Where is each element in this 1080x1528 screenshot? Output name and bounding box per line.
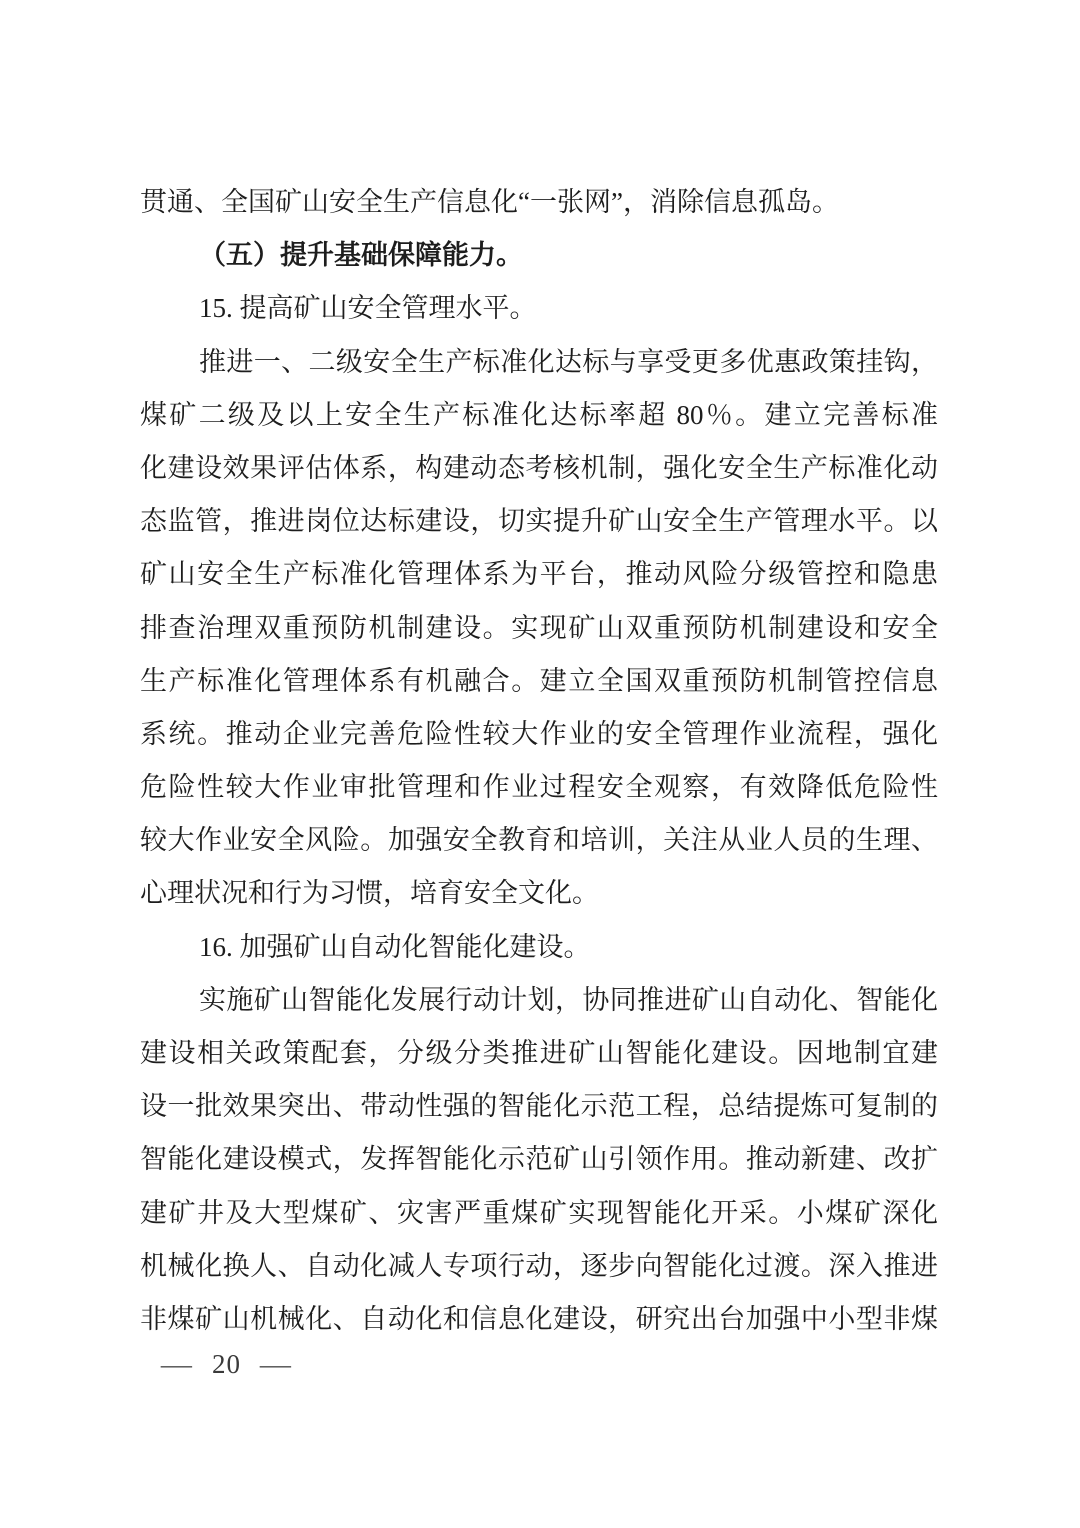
text-line: 危险性较大作业审批管理和作业过程安全观察，有效降低危险性 — [140, 772, 938, 803]
text-line: 智能化建设模式，发挥智能化示范矿山引领作用。推动新建、改扩 — [140, 1144, 938, 1175]
text-line: 建设相关政策配套，分级分类推进矿山智能化建设。因地制宜建 — [140, 1038, 938, 1068]
footer-dash-left: — — [160, 1349, 194, 1379]
page-number: 20 — [212, 1349, 241, 1379]
text-line: 设一批效果突出、带动性强的智能化示范工程，总结提炼可复制的 — [140, 1091, 938, 1122]
text-line: 实施矿山智能化发展行动计划，协同推进矿山自动化、智能化 — [199, 984, 938, 1015]
text-line: 矿山安全生产标准化管理体系为平台，推动风险分级管控和隐患 — [140, 559, 938, 590]
text-line: 化建设效果评估体系，构建动态考核机制，强化安全生产标准化动 — [140, 452, 938, 483]
text-line: 较大作业安全风险。加强安全教育和培训，关注从业人员的生理、 — [140, 825, 938, 856]
text-block — [140, 176, 938, 1346]
text-line: 贯通、全国矿山安全生产信息化“一张网”，消除信息孤岛。 — [140, 187, 839, 217]
text-line: 建矿井及大型煤矿、灾害严重煤矿实现智能化开采。小煤矿深化 — [140, 1197, 938, 1228]
text-line: 煤矿二级及以上安全生产标准化达标率超 80％。建立完善标准 — [140, 399, 938, 430]
text-line: 心理状况和行为习惯，培育安全文化。 — [140, 878, 599, 909]
text-line: 排查治理双重预防机制建设。实现矿山双重预防机制建设和安全 — [140, 612, 938, 643]
text-line: 态监管，推进岗位达标建设，切实提升矿山安全生产管理水平。以 — [140, 506, 938, 537]
footer-dash-right: — — [259, 1349, 293, 1379]
item-heading-16: 16. 加强矿山自动化智能化建设。 — [199, 931, 591, 962]
text-line: 推进一、二级安全生产标准化达标与享受更多优惠政策挂钩， — [199, 346, 938, 377]
text-line: 生产标准化管理体系有机融合。建立全国双重预防机制管控信息 — [140, 665, 938, 696]
text-line: 非煤矿山机械化、自动化和信息化建设，研究出台加强中小型非煤 — [140, 1303, 938, 1334]
text-line: 机械化换人、自动化减人专项行动，逐步向智能化过渡。深入推进 — [140, 1250, 938, 1281]
item-heading-15: 15. 提高矿山安全管理水平。 — [199, 293, 537, 324]
page-footer — [160, 1349, 293, 1380]
text-line: 系统。推动企业完善危险性较大作业的安全管理作业流程，强化 — [140, 718, 938, 749]
section-heading: （五）提升基础保障能力。 — [199, 240, 523, 271]
